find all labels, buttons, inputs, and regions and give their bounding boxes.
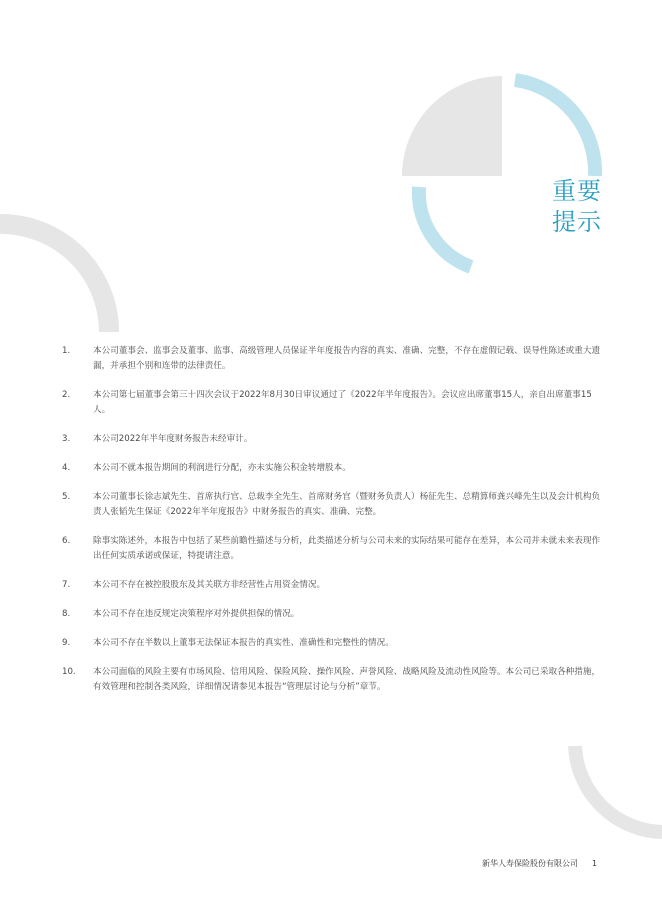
notice-number: 3. (62, 434, 71, 444)
notice-text: 除事实陈述外，本报告中包括了某些前瞻性描述与分析，此类描述分析与公司未来的实际结果可能存在差异，本公司并未就未来表现作出任何实质承诺或保证，特提请注意。 (93, 536, 601, 561)
notice-text: 本公司董事长徐志斌先生、首席执行官、总裁李全先生、首席财务官（暨财务负责人）杨征先生、总精算师龚兴峰先生以及会计机构负责人张韬先生保证《2022年半年度报告》中财务报告的真实、准确、完整。 (93, 492, 601, 517)
notice-text: 本公司不就本报告期间的利润进行分配，亦未实施公积金转增股本。 (93, 463, 351, 473)
page-number: 1 (592, 859, 598, 868)
notice-item (62, 490, 602, 520)
notice-number: 1. (62, 346, 71, 356)
gray-arc-left (0, 224, 109, 332)
blue-arc-bottom-left (419, 187, 471, 267)
notice-item (62, 578, 602, 593)
notice-text: 本公司第七届董事会第三十四次会议于2022年8月30日审议通过了《2022年半年度报告》。会议应出席董事15人，亲自出席董事15人。 (93, 390, 592, 415)
notice-item (62, 665, 602, 695)
notice-number: 7. (62, 580, 71, 590)
blue-arc-top-right (515, 80, 595, 176)
gray-arc-bottom-right (575, 746, 662, 832)
notice-item (62, 432, 602, 447)
notice-item (62, 636, 602, 651)
notice-text: 本公司面临的风险主要有市场风险、信用风险、保险风险、操作风险、声誉风险、战略风险及流动性风险等。本公司已采取各种措施，有效管理和控制各类风险，详细情况请参见本报告“管理层讨论与分析”章节。 (93, 667, 601, 692)
notice-number: 4. (62, 463, 71, 473)
notice-text: 本公司2022年半年度财务报告未经审计。 (93, 434, 253, 444)
page-title (552, 176, 612, 238)
footer-company-name: 新华人寿保险股份有限公司 (482, 859, 578, 868)
notice-item (62, 534, 602, 564)
title-line-1: 重要 (552, 177, 602, 205)
notice-number: 6. (62, 536, 71, 546)
notice-number: 2. (62, 390, 71, 400)
notice-number: 5. (62, 492, 71, 502)
notice-text: 本公司不存在违反规定决策程序对外提供担保的情况。 (93, 609, 300, 619)
notice-list (62, 344, 602, 709)
notice-text: 本公司不存在被控股股东及其关联方非经营性占用资金情况。 (93, 580, 326, 590)
gray-quarter-circle (402, 76, 502, 176)
notice-number: 8. (62, 609, 71, 619)
notice-item (62, 344, 602, 374)
page-footer (482, 858, 597, 869)
notice-number: 10. (62, 667, 76, 677)
notice-text: 本公司董事会、监事会及董事、监事、高级管理人员保证半年度报告内容的真实、准确、完整，不存在虚假记载、误导性陈述或重大遗漏，并承担个别和连带的法律责任。 (93, 346, 601, 371)
title-line-2: 提示 (552, 208, 602, 236)
notice-item (62, 388, 602, 418)
notice-item (62, 607, 602, 622)
notice-item (62, 461, 602, 476)
notice-text: 本公司不存在半数以上董事无法保证本报告的真实性、准确性和完整性的情况。 (93, 638, 394, 648)
notice-number: 9. (62, 638, 71, 648)
